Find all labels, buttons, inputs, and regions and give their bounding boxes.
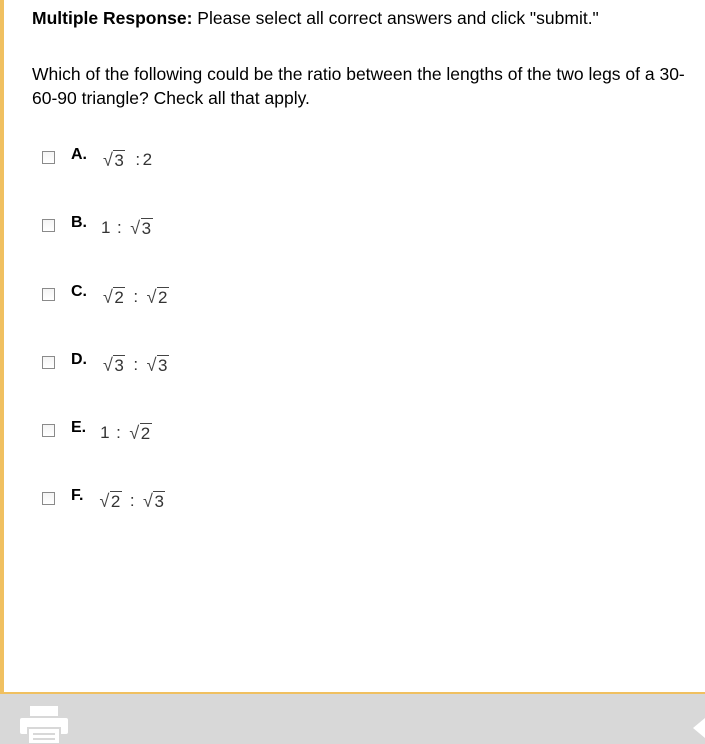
sqrt-term [103,355,125,375]
radicand: 3 [141,219,152,238]
option-letter: C. [71,283,87,300]
option-expression [101,150,153,170]
ratio-separator: : [129,491,136,510]
option-expression [97,491,167,511]
option-c-checkbox[interactable] [42,288,55,301]
instruction-label: Multiple Response: [32,8,193,28]
radicand: 3 [157,356,168,375]
ratio-separator: : [133,287,139,306]
radicand: 3 [114,356,125,375]
radical-sign: √ [146,287,157,307]
option-e[interactable] [42,419,154,449]
radical-sign: √ [99,491,110,511]
option-expression [101,355,171,375]
sqrt-term [103,287,125,307]
option-letter: B. [71,214,87,231]
sqrt-term [147,287,169,307]
sqrt-term [99,491,121,511]
radical-sign: √ [103,287,114,307]
ratio-separator: : [116,423,122,442]
ratio-separator: : [116,218,123,237]
radicand: 2 [110,492,121,511]
ratio-separator: : [135,150,141,169]
footer-toolbar [0,694,705,744]
option-a-checkbox[interactable] [42,151,55,164]
sqrt-term [130,218,152,238]
option-f[interactable] [42,487,167,517]
option-letter: E. [71,419,87,436]
radicand: 2 [114,288,125,307]
ratio-separator: : [133,355,139,374]
radicand: 2 [140,424,151,443]
ratio-term: 1 [100,423,111,442]
option-e-checkbox[interactable] [42,424,55,437]
option-b-checkbox[interactable] [42,219,55,232]
option-expression [101,287,171,307]
sqrt-term [103,150,125,170]
ratio-term: 2 [142,150,153,169]
option-c[interactable] [42,283,171,313]
radicand: 3 [154,492,165,511]
option-letter: A. [71,146,87,163]
radical-sign: √ [129,423,140,443]
option-d[interactable] [42,351,171,381]
option-d-checkbox[interactable] [42,356,55,369]
sqrt-term [147,355,169,375]
sqrt-term [129,423,151,443]
radical-sign: √ [130,218,141,238]
option-f-checkbox[interactable] [42,492,55,505]
radical-sign: √ [103,150,114,170]
option-letter: F. [71,487,84,504]
printer-icon[interactable] [20,706,68,744]
arrow-left-icon[interactable] [693,718,705,738]
option-letter: D. [71,351,87,368]
option-expression [100,423,154,443]
option-b[interactable] [42,214,155,244]
radical-sign: √ [103,355,114,375]
radicand: 2 [157,288,168,307]
radicand: 3 [114,151,125,170]
ratio-term: 1 [101,218,111,237]
option-expression [101,218,155,238]
radical-sign: √ [146,355,157,375]
instruction-text: Please select all correct answers and click "submit." [192,8,599,28]
instruction [32,8,599,29]
sqrt-term [143,491,165,511]
radical-sign: √ [143,491,154,511]
question-text: Which of the following could be the ratio between the lengths of the two legs of a 30-60-90 triangle? Check all that apply. [32,64,685,108]
option-a[interactable] [42,146,153,176]
